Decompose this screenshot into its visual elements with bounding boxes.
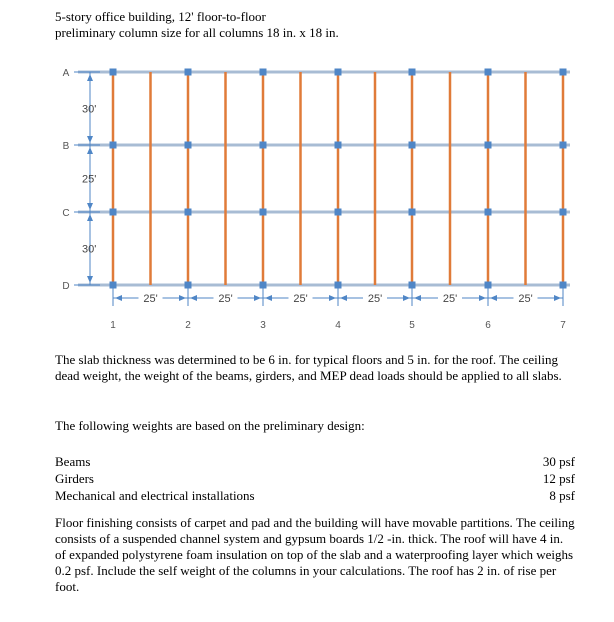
dimension-arrow: [87, 136, 93, 143]
bay-spacing-label: 25': [143, 293, 158, 305]
beam-lines: [78, 72, 570, 285]
column-label: 5: [409, 320, 415, 331]
load-value: 8 psf: [549, 488, 575, 503]
dimension-arrow: [179, 295, 186, 301]
dimension-arrow: [329, 295, 336, 301]
column-label: 3: [260, 320, 266, 331]
dimension-arrow: [87, 203, 93, 210]
intro-line-1: 5-story office building, 12' floor-to-floor: [55, 9, 266, 24]
loads-table: [55, 453, 575, 504]
finishes-paragraph: Floor finishing consists of carpet and pad and the building will have movable partitions. The ceiling consists of a suspended channel system and gypsum boards 1/2 -in. thick. The roof will have 4 in. of expanded polystyrene foam insulation on top of the slab and a waterproofing layer which weighs 0.2 psf. Include the self weight of the columns in your calculations. The roof has 2 in. of rise per foot.: [55, 515, 575, 594]
column-marker: [335, 282, 342, 289]
bay-spacing-label: 25': [218, 293, 233, 305]
column-marker: [185, 69, 192, 76]
column-marker: [335, 142, 342, 149]
load-value: 30 psf: [542, 454, 575, 469]
column-marker: [260, 282, 267, 289]
column-marker: [335, 209, 342, 216]
column-marker: [409, 282, 416, 289]
grid-labels: [62, 68, 566, 331]
dimension-arrow: [554, 295, 561, 301]
column-marker: [185, 142, 192, 149]
bay-spacing-label: 25': [293, 293, 308, 305]
row-label: A: [62, 68, 70, 79]
load-value: 12 psf: [542, 471, 575, 486]
column-marker: [110, 282, 117, 289]
bay-spacing-label: 25': [442, 293, 458, 305]
dimension-arrow: [414, 295, 421, 301]
column-marker: [485, 209, 492, 216]
column-marker: [110, 69, 117, 76]
load-label: Mechanical and electrical installations: [55, 488, 255, 503]
load-row: [55, 453, 575, 470]
girder-lines: [113, 72, 563, 285]
column-label: 2: [185, 320, 191, 331]
dimension-lines: [74, 72, 563, 306]
column-marker: [485, 69, 492, 76]
column-marker: [409, 209, 416, 216]
row-label: C: [62, 208, 70, 219]
load-row: [55, 470, 575, 487]
column-marker: [560, 282, 567, 289]
column-marker: [260, 142, 267, 149]
dimension-arrow: [87, 74, 93, 81]
column-marker: [409, 142, 416, 149]
dimension-arrow: [115, 295, 122, 301]
weights-intro: The following weights are based on the preliminary design:: [55, 418, 365, 433]
bay-spacing-label: 25': [518, 293, 533, 305]
dimension-arrow: [265, 295, 272, 301]
slab-paragraph: The slab thickness was determined to be 6 in. for typical floors and 5 in. for the roof. The ceiling dead weight, the weight of the beams, girders, and MEP dead loads should be applied to all slabs.: [55, 352, 562, 383]
column-marker: [485, 282, 492, 289]
row-spacing-label: 25': [82, 173, 97, 186]
column-marker: [260, 209, 267, 216]
column-marker: [110, 209, 117, 216]
column-label: 1: [110, 320, 116, 331]
bay-spacing-label: 25': [367, 293, 383, 305]
column-marker: [260, 69, 267, 76]
load-label: Beams: [55, 454, 91, 469]
row-label: D: [62, 281, 70, 292]
dimension-arrow: [190, 295, 197, 301]
dimension-arrow: [490, 295, 497, 301]
column-marker: [335, 69, 342, 76]
column-marker: [560, 209, 567, 216]
row-spacing-label: 30': [82, 243, 97, 256]
dimension-arrow: [479, 295, 486, 301]
column-marker: [185, 209, 192, 216]
dimension-arrow: [87, 147, 93, 154]
dimension-arrow: [403, 295, 410, 301]
load-row: [55, 487, 575, 504]
dimension-arrow: [87, 276, 93, 283]
column-label: 7: [560, 320, 566, 331]
dimension-arrow: [340, 295, 347, 301]
column-marker: [485, 142, 492, 149]
column-marker: [560, 69, 567, 76]
column-label: 6: [485, 320, 491, 331]
column-marker: [409, 69, 416, 76]
column-marker: [185, 282, 192, 289]
load-label: Girders: [55, 471, 94, 486]
column-marker: [560, 142, 567, 149]
row-spacing-label: 30': [82, 103, 97, 116]
dimension-arrow: [254, 295, 261, 301]
dimension-arrow: [87, 214, 93, 221]
column-label: 4: [335, 320, 341, 331]
intro-line-2: preliminary column size for all columns 18 in. x 18 in.: [55, 25, 339, 40]
row-label: B: [62, 141, 70, 152]
column-marker: [110, 142, 117, 149]
